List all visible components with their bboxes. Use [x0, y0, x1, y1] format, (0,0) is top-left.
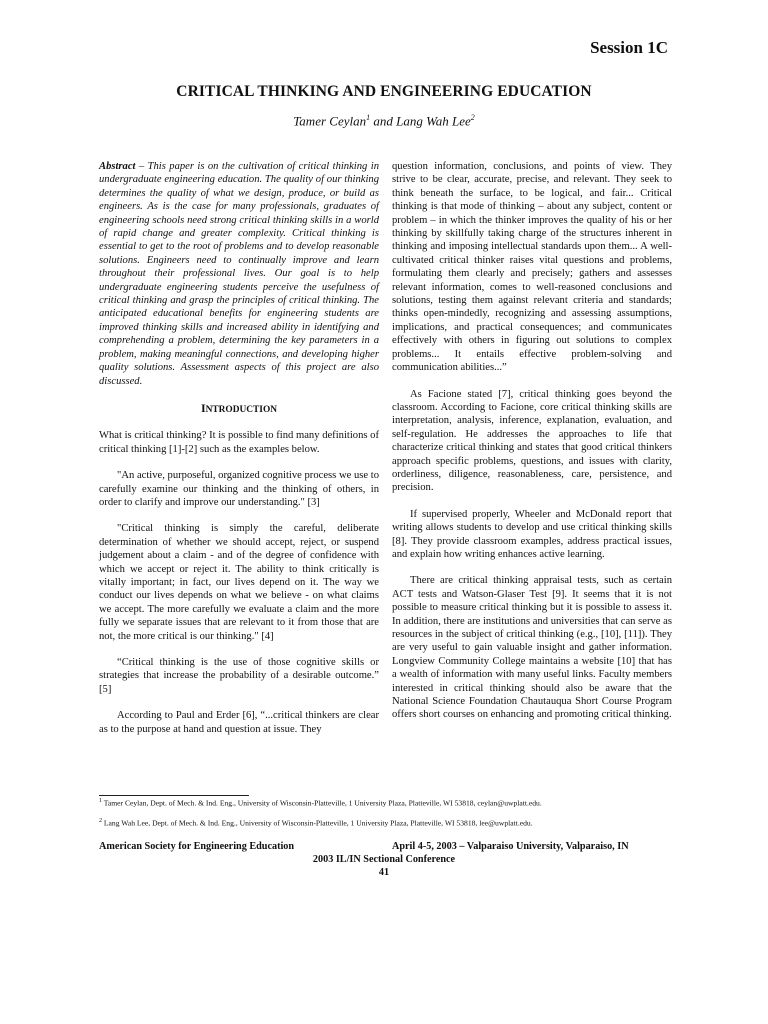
footnote-1	[99, 798, 542, 808]
left-column	[99, 160, 379, 736]
abstract	[99, 160, 379, 388]
footnote-2-text: Lang Wah Lee, Dept. of Mech. & Ind. Eng., University of Wisconsin-Platteville, 1 University Plaza, Platteville, WI 53818, lee@uwplatt.edu.	[102, 818, 533, 828]
author-2: Lang Wah Lee	[396, 113, 471, 129]
footnote-1-mark: 1	[99, 798, 102, 804]
author-conjunction: and	[370, 113, 397, 129]
paul-erder-continuation: question information, conclusions, and points of view. They strive to be clear, accurate, precise, and relevant. They seek to think beneath the surface, to be logical, and fair... Critical thinking is that mode of thinking – about any subject, content or problem – in which the thinker improves the quality of his or her thinking by skillfully taking charge of the structures inherent in thinking and imposing intellectual standards upon them... A well-cultivated critical thinker raises vital questions and problems, formulating them clearly and precisely; gathers and assesses relevant information, comes to well-reasoned conclusions and solutions, testing them against relevant criteria and standards; thinks open-mindedly, recognizing and assessing assumptions, implications, and practical consequences; and communicates effectively with others in figuring out solutions to complex problems... It entails effective problem-solving and communication abilities...”	[392, 161, 672, 374]
footnote-2-mark: 2	[99, 818, 102, 824]
footer-society: American Society for Engineering Education	[99, 841, 295, 852]
paper-title: CRITICAL THINKING AND ENGINEERING EDUCATION	[176, 83, 592, 100]
quote-2: "Critical thinking is simply the careful, deliberate determination of whether we should accept, reject, or suspend judgement about a claim - and of the degree of confidence with which we accept or reject it. The ability to think critically is vitally important; in fact, our lives depend on it. The way we conduct our lives depends on what we believe - on what claims we accept. The more carefully we evaluate a claim and the more fully we separate issues that are relevant to it from those that are not, the more critical is our thinking." [4]	[99, 523, 379, 642]
appraisal-tests-paragraph: There are critical thinking appraisal tests, such as certain ACT tests and Watson-Glaser Test [9]. It seems that it is not possible to measure critical thinking but it is possible to assess it. In addition, there are institutions and universities that can serve as resources in the subject of critical thinking (e.g., [10], [11]). They are very useful to gain valuable insight and gather information. Longview Community College maintains a website [10] that has a wealth of information with many useful links. Faculty members interested in critical thinking should also be aware that the National Science Foundation Chautauqua Short Course Program offers short courses on enhancing and promoting critical thinking.	[392, 575, 672, 721]
wheeler-paragraph: If supervised properly, Wheeler and McDonald report that writing allows students to develop and use critical thinking skills [8]. They provide classroom examples, address practical issues, and explain how writing enhances active learning.	[392, 508, 672, 560]
abstract-label: Abstract	[99, 161, 136, 172]
author-line	[0, 113, 768, 129]
footnote-1-text: Tamer Ceylan, Dept. of Mech. & Ind. Eng., University of Wisconsin-Platteville, 1 University Plaza, Platteville, WI 53818, ceylan@uwplatt.edu.	[102, 798, 542, 808]
author-1: Tamer Ceylan	[293, 113, 367, 129]
footer-date-venue: April 4-5, 2003 – Valparaiso University, Valparaiso, IN	[392, 841, 629, 852]
intro-paragraph: What is critical thinking? It is possible to find many definitions of critical thinking [1]-[2] such as the examples below.	[99, 430, 379, 455]
quote-3: “Critical thinking is the use of those cognitive skills or strategies that increase the probability of a desirable outcome.” [5]	[99, 657, 379, 695]
facione-paragraph: As Facione stated [7], critical thinking goes beyond the classroom. According to Facione, core critical thinking skills are interpretation, analysis, inference, explanation, evaluation, and self-regulation. He addresses the approaches to life that characterize critical thinking and states that good critical thinkers approach specific problems, questions, and issues with clarity, orderliness, diligence, reasonableness, care, persistence, and precision.	[392, 388, 672, 494]
paul-erder-paragraph: According to Paul and Erder [6], “...critical thinkers are clear as to the purpose at hand and question at issue. They	[99, 710, 379, 735]
footnote-rule	[99, 795, 249, 796]
abstract-text: – This paper is on the cultivation of critical thinking in undergraduate engineering education. The quality of our thinking determines the quality of what we design, produce, or build as engineers. As is the case for many professionals, graduates of engineering schools need strong critical thinking skills in a world of rapid change and greater complexity. Critical thinking is essential to get to the root of problems and to develop reasonable solutions. Engineers need to continually improve and learn throughout their professional lives. Our goal is to help undergraduate engineering students perceive the usefulness of critical thinking and grasp the principles of critical thinking. The anticipated educational benefits for engineering students are improved thinking skills and increased ability in identifying and comprehending a problem, determining the key parameters in a problem, making meaningful connections, and developing higher quality solutions. Assessment aspects of this project are also discussed.	[99, 161, 379, 387]
right-column	[392, 160, 672, 722]
section-heading-cap: I	[200, 400, 206, 415]
footnote-2	[99, 818, 533, 828]
session-label: Session 1C	[590, 38, 668, 57]
section-heading-rest: NTRODUCTION	[205, 404, 278, 415]
quote-1: "An active, purposeful, organized cognitive process we use to carefully examine our thinking and the thinking of others, in order to clarify and improve our understanding." [3]	[99, 470, 379, 508]
author-2-footnote-mark: 2	[470, 113, 475, 122]
footer-conference: 2003 IL/IN Sectional Conference	[312, 854, 456, 865]
page-number: 41	[378, 867, 390, 878]
section-heading-introduction	[99, 402, 379, 417]
author-1-footnote-mark: 1	[366, 113, 371, 122]
